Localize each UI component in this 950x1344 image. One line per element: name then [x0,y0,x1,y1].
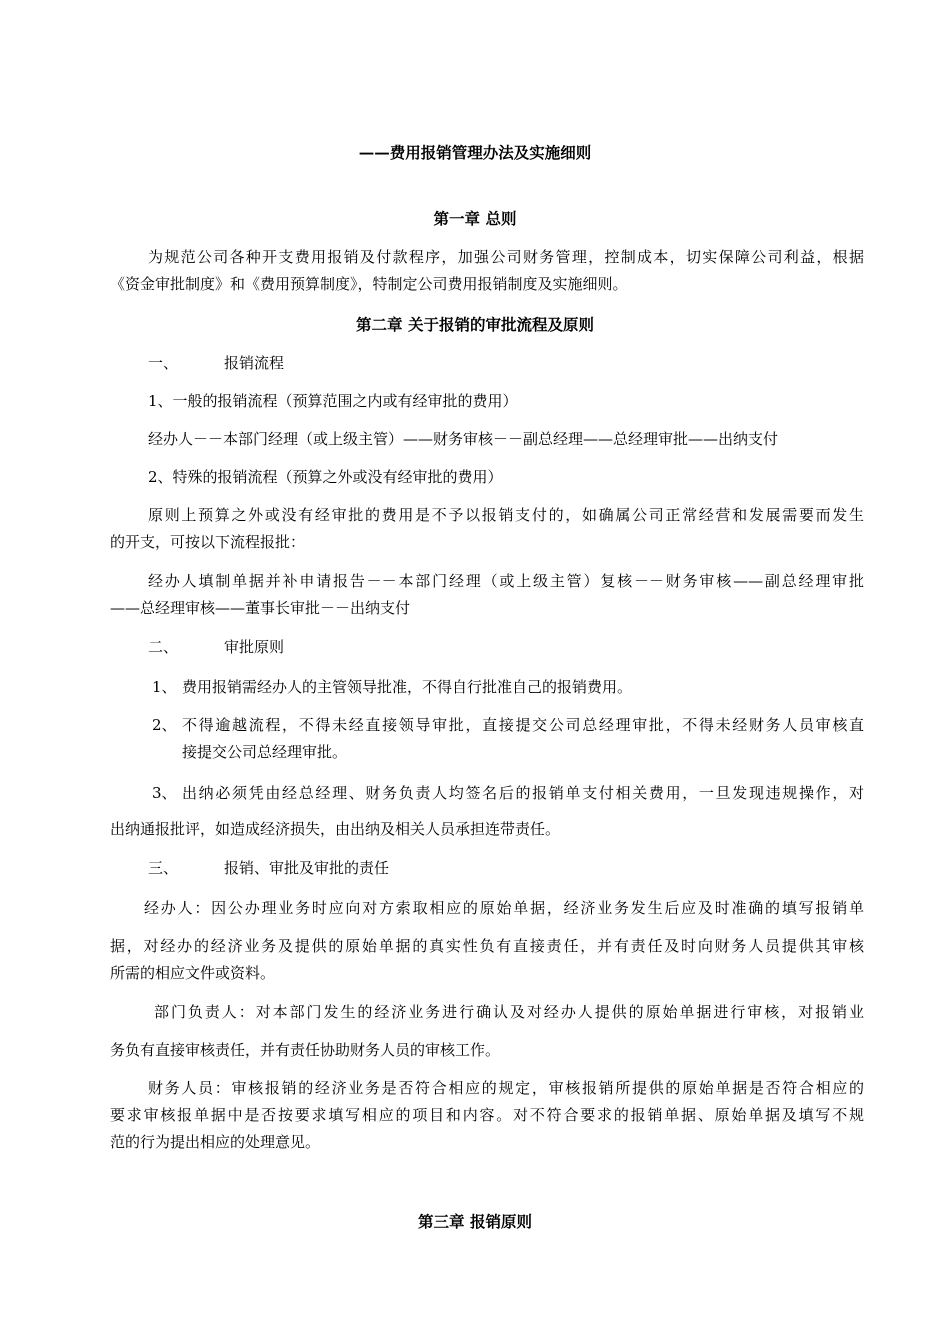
section-number: 二、 [148,638,179,656]
section-2-heading [148,636,284,658]
chapter-3-heading: 第三章 报销原则 [418,1212,532,1231]
finance-responsibility-line: 财务人员：审核报销的经济业务是否符合相应的规定，审核报销所提供的原始单据是否符合相应的 [148,1079,864,1097]
dept-head-responsibility-line: 务负有直接审核责任，并有责任协助财务人员的审核工作。 [110,1041,501,1059]
chapter-1-paragraph-line: 《资金审批制度》和《费用预算制度》，特制定公司费用报销制度及实施细则。 [110,275,628,293]
rule-text-line: 接提交公司总经理审批。 [182,743,348,761]
chapter-1-heading: 第一章 总则 [433,209,517,228]
flow-item-general: 1、一般的报销流程（预算范围之内或有经审批的费用） [148,392,518,410]
flow-special-steps-line: ——总经理审核——董事长审批－－出纳支付 [110,599,411,617]
flow-general-steps: 经办人－－本部门经理（或上级主管）——财务审核－－副总经理——总经理审批——出纳支付 [148,430,779,448]
section-title: 报销、审批及审批的责任 [224,859,390,877]
section-1-heading [148,352,284,374]
handler-responsibility-line: 经办人：因公办理业务时应向对方索取相应的原始单据，经济业务发生后应及时准确的填写报销单 [144,899,864,917]
finance-responsibility-line: 范的行为提出相应的处理意见。 [110,1133,321,1151]
rule-number: 2、 [152,716,177,734]
section-3-heading [148,857,389,879]
chapter-2-heading: 第二章 关于报销的审批流程及原则 [356,315,594,334]
rule-text-line: 不得逾越流程，不得未经直接领导审批，直接提交公司总经理审批，不得未经财务人员审核直 [182,716,864,734]
flow-item-special: 2、特殊的报销流程（预算之外或没有经审批的费用） [148,468,503,486]
section-title: 审批原则 [224,638,285,656]
section-title: 报销流程 [224,354,285,372]
rule-number: 1、 [152,678,177,696]
document-title: ——费用报销管理办法及实施细则 [358,143,592,162]
rule-number: 3、 [152,784,177,802]
special-flow-paragraph-line: 原则上预算之外或没有经审批的费用是不予以报销支付的，如确属公司正常经营和发展需要而发生 [148,506,864,524]
rule-text-line: 费用报销需经办人的主管领导批准，不得自行批准自己的报销费用。 [182,678,633,696]
section-number: 三、 [148,859,179,877]
finance-responsibility-line: 要求审核报单据中是否按要求填写相应的项目和内容。对不符合要求的报销单据、原始单据及填写不规 [110,1106,864,1124]
handler-responsibility-line: 所需的相应文件或资料。 [110,964,276,982]
rule-text-line: 出纳通报批评，如造成经济损失，由出纳及相关人员承担连带责任。 [110,820,561,838]
flow-special-steps-line: 经办人填制单据并补申请报告－－本部门经理（或上级主管）复核－－财务审核——副总经理审批 [148,572,864,590]
special-flow-paragraph-line: 的开支，可按以下流程报批： [110,533,306,551]
dept-head-responsibility-line: 部门负责人：对本部门发生的经济业务进行确认及对经办人提供的原始单据进行审核，对报销业 [154,1003,864,1021]
handler-responsibility-line: 据，对经办的经济业务及提供的原始单据的真实性负有直接责任，并有责任及时向财务人员提供其审核 [110,937,864,955]
section-number: 一、 [148,354,179,372]
rule-text-line: 出纳必须凭由经总经理、财务负责人均签名后的报销单支付相关费用，一旦发现违规操作，对 [182,784,864,802]
chapter-1-paragraph-line: 为规范公司各种开支费用报销及付款程序，加强公司财务管理，控制成本，切实保障公司利益，根据 [148,248,864,266]
